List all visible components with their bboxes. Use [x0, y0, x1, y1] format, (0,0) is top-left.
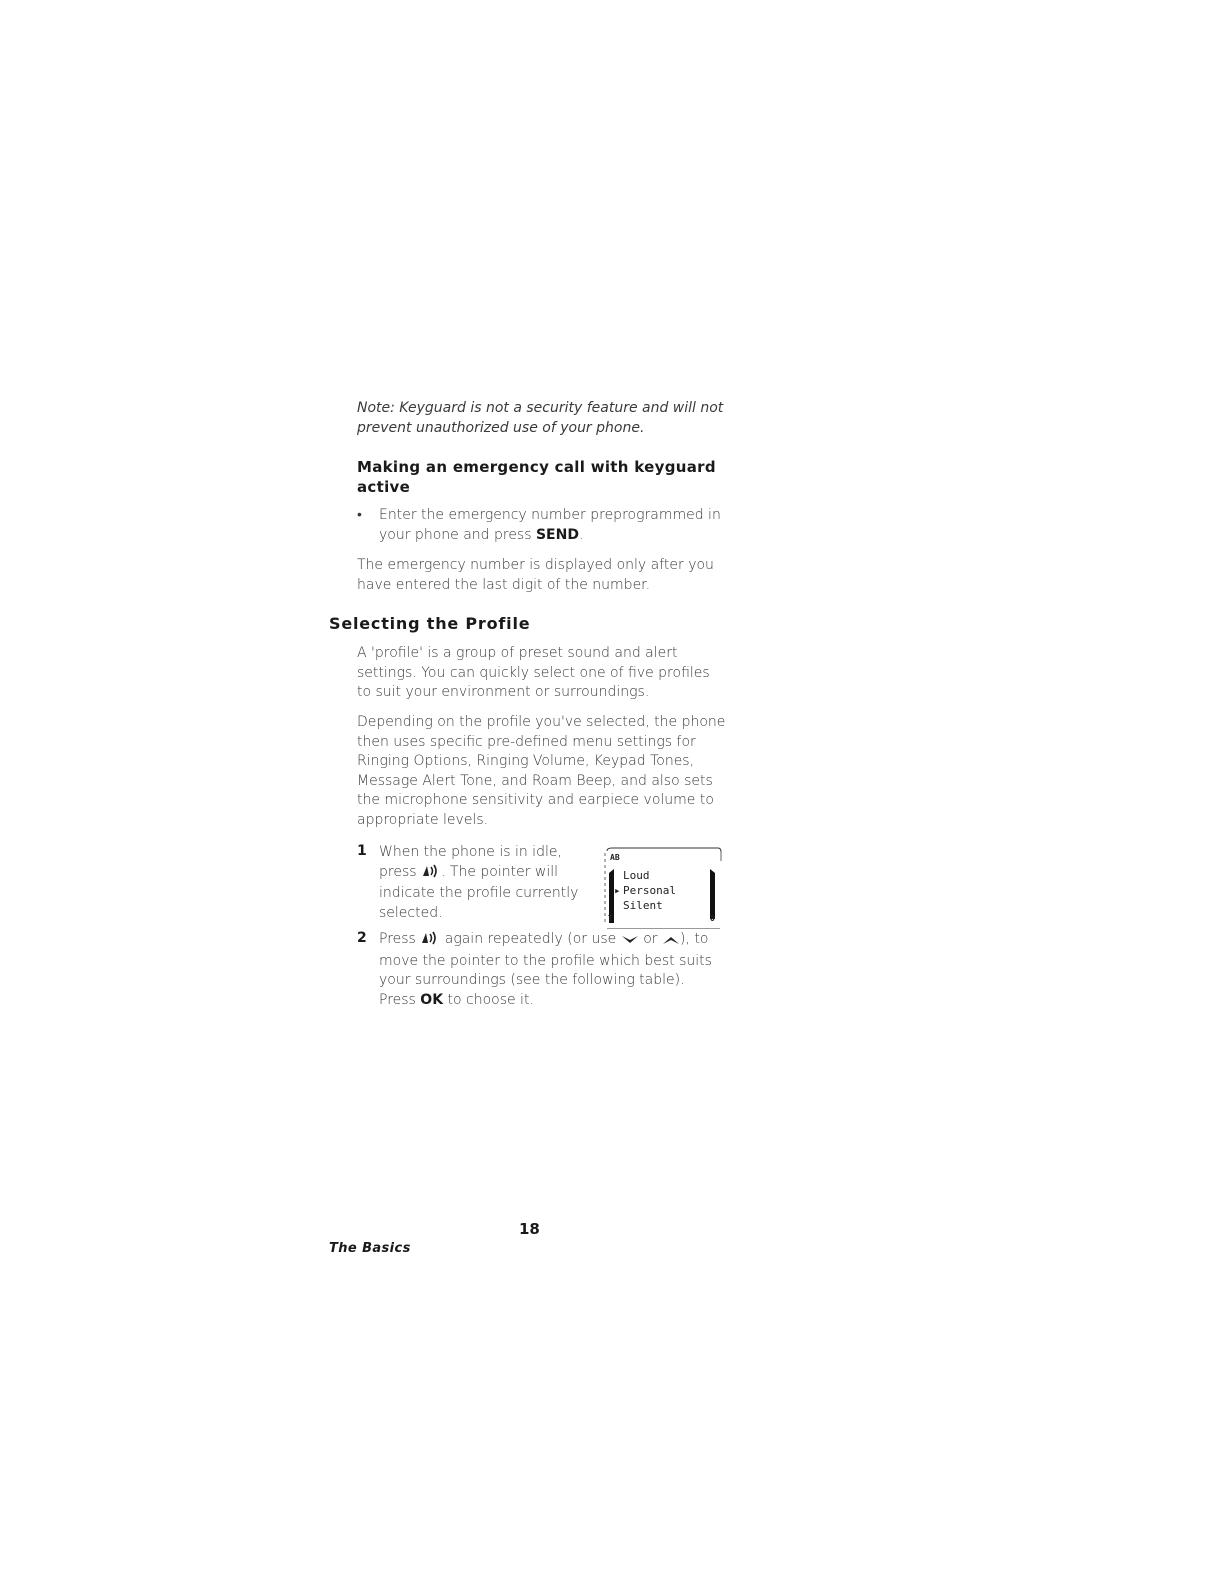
emergency-heading: Making an emergency call with keyguard active — [357, 458, 716, 496]
bullet-text — [379, 506, 727, 545]
profile-settings-paragraph: Depending on the profile you've selected, the phone then uses specific pre-defined menu settings for Ringing Options, Ringing Volume, Keypad Tones, Message Alert Tone, and Roam Beep, and also sets the microphone sensitivity and earpiece volume to appropriate levels. — [357, 714, 726, 828]
emergency-paragraph: The emergency number is displayed only after you have entered the last digit of the number. — [357, 557, 714, 593]
keyguard-note: Note: Keyguard is not a security feature and will not prevent unauthorized use of your phone. — [357, 400, 724, 436]
send-key-label: SEND — [535, 526, 579, 543]
step-2-number: 2 — [357, 930, 367, 946]
profile-definition-paragraph: A 'profile' is a group of preset sound and alert settings. You can quickly select one of five profiles to suit your environment or surroundings. — [357, 645, 710, 700]
bullet-text-start: Enter the emergency number preprogrammed in your phone and press — [379, 507, 721, 543]
screen-right-glyph: 0 — [710, 914, 715, 923]
step-1-text-a: When the phone is in idle, press — [379, 844, 562, 880]
screen-left-glyph: T — [608, 914, 613, 923]
step-2-text-d: ), to move the pointer to the profile which best suits your surroundings (see the following table). Press — [379, 931, 712, 1008]
profile-key-icon — [420, 931, 440, 952]
chapter-footer: The Basics — [329, 1241, 411, 1256]
screen-item-personal: Personal — [623, 884, 676, 897]
bullet-mark: • — [357, 507, 362, 523]
screen-indicator: AB — [610, 853, 620, 862]
step-2-text-c: or — [638, 931, 662, 947]
profile-key-icon — [421, 864, 441, 885]
step-1-text — [379, 843, 594, 923]
step-1-number: 1 — [357, 843, 367, 859]
step-2-text — [379, 930, 724, 1010]
screen-item-silent: Silent — [623, 899, 663, 912]
step-1-text-b: . The pointer will indicate the profile currently selected. — [379, 863, 579, 921]
screen-item-loud: Loud — [623, 869, 650, 882]
step-2-text-a: Press — [379, 931, 421, 947]
scroll-down-icon — [621, 932, 639, 952]
step-2-text-b: again repeatedly (or use — [440, 931, 621, 947]
ok-key-label: OK — [420, 991, 444, 1008]
section-heading: Selecting the Profile — [329, 614, 531, 633]
phone-display — [604, 847, 722, 929]
page-number: 18 — [519, 1220, 540, 1238]
screen-pointer: ▸ — [614, 884, 621, 897]
scroll-up-icon — [662, 932, 680, 952]
step-2-text-e: to choose it. — [443, 991, 534, 1008]
bullet-text-end: . — [578, 526, 584, 543]
emergency-bullet — [357, 506, 727, 545]
